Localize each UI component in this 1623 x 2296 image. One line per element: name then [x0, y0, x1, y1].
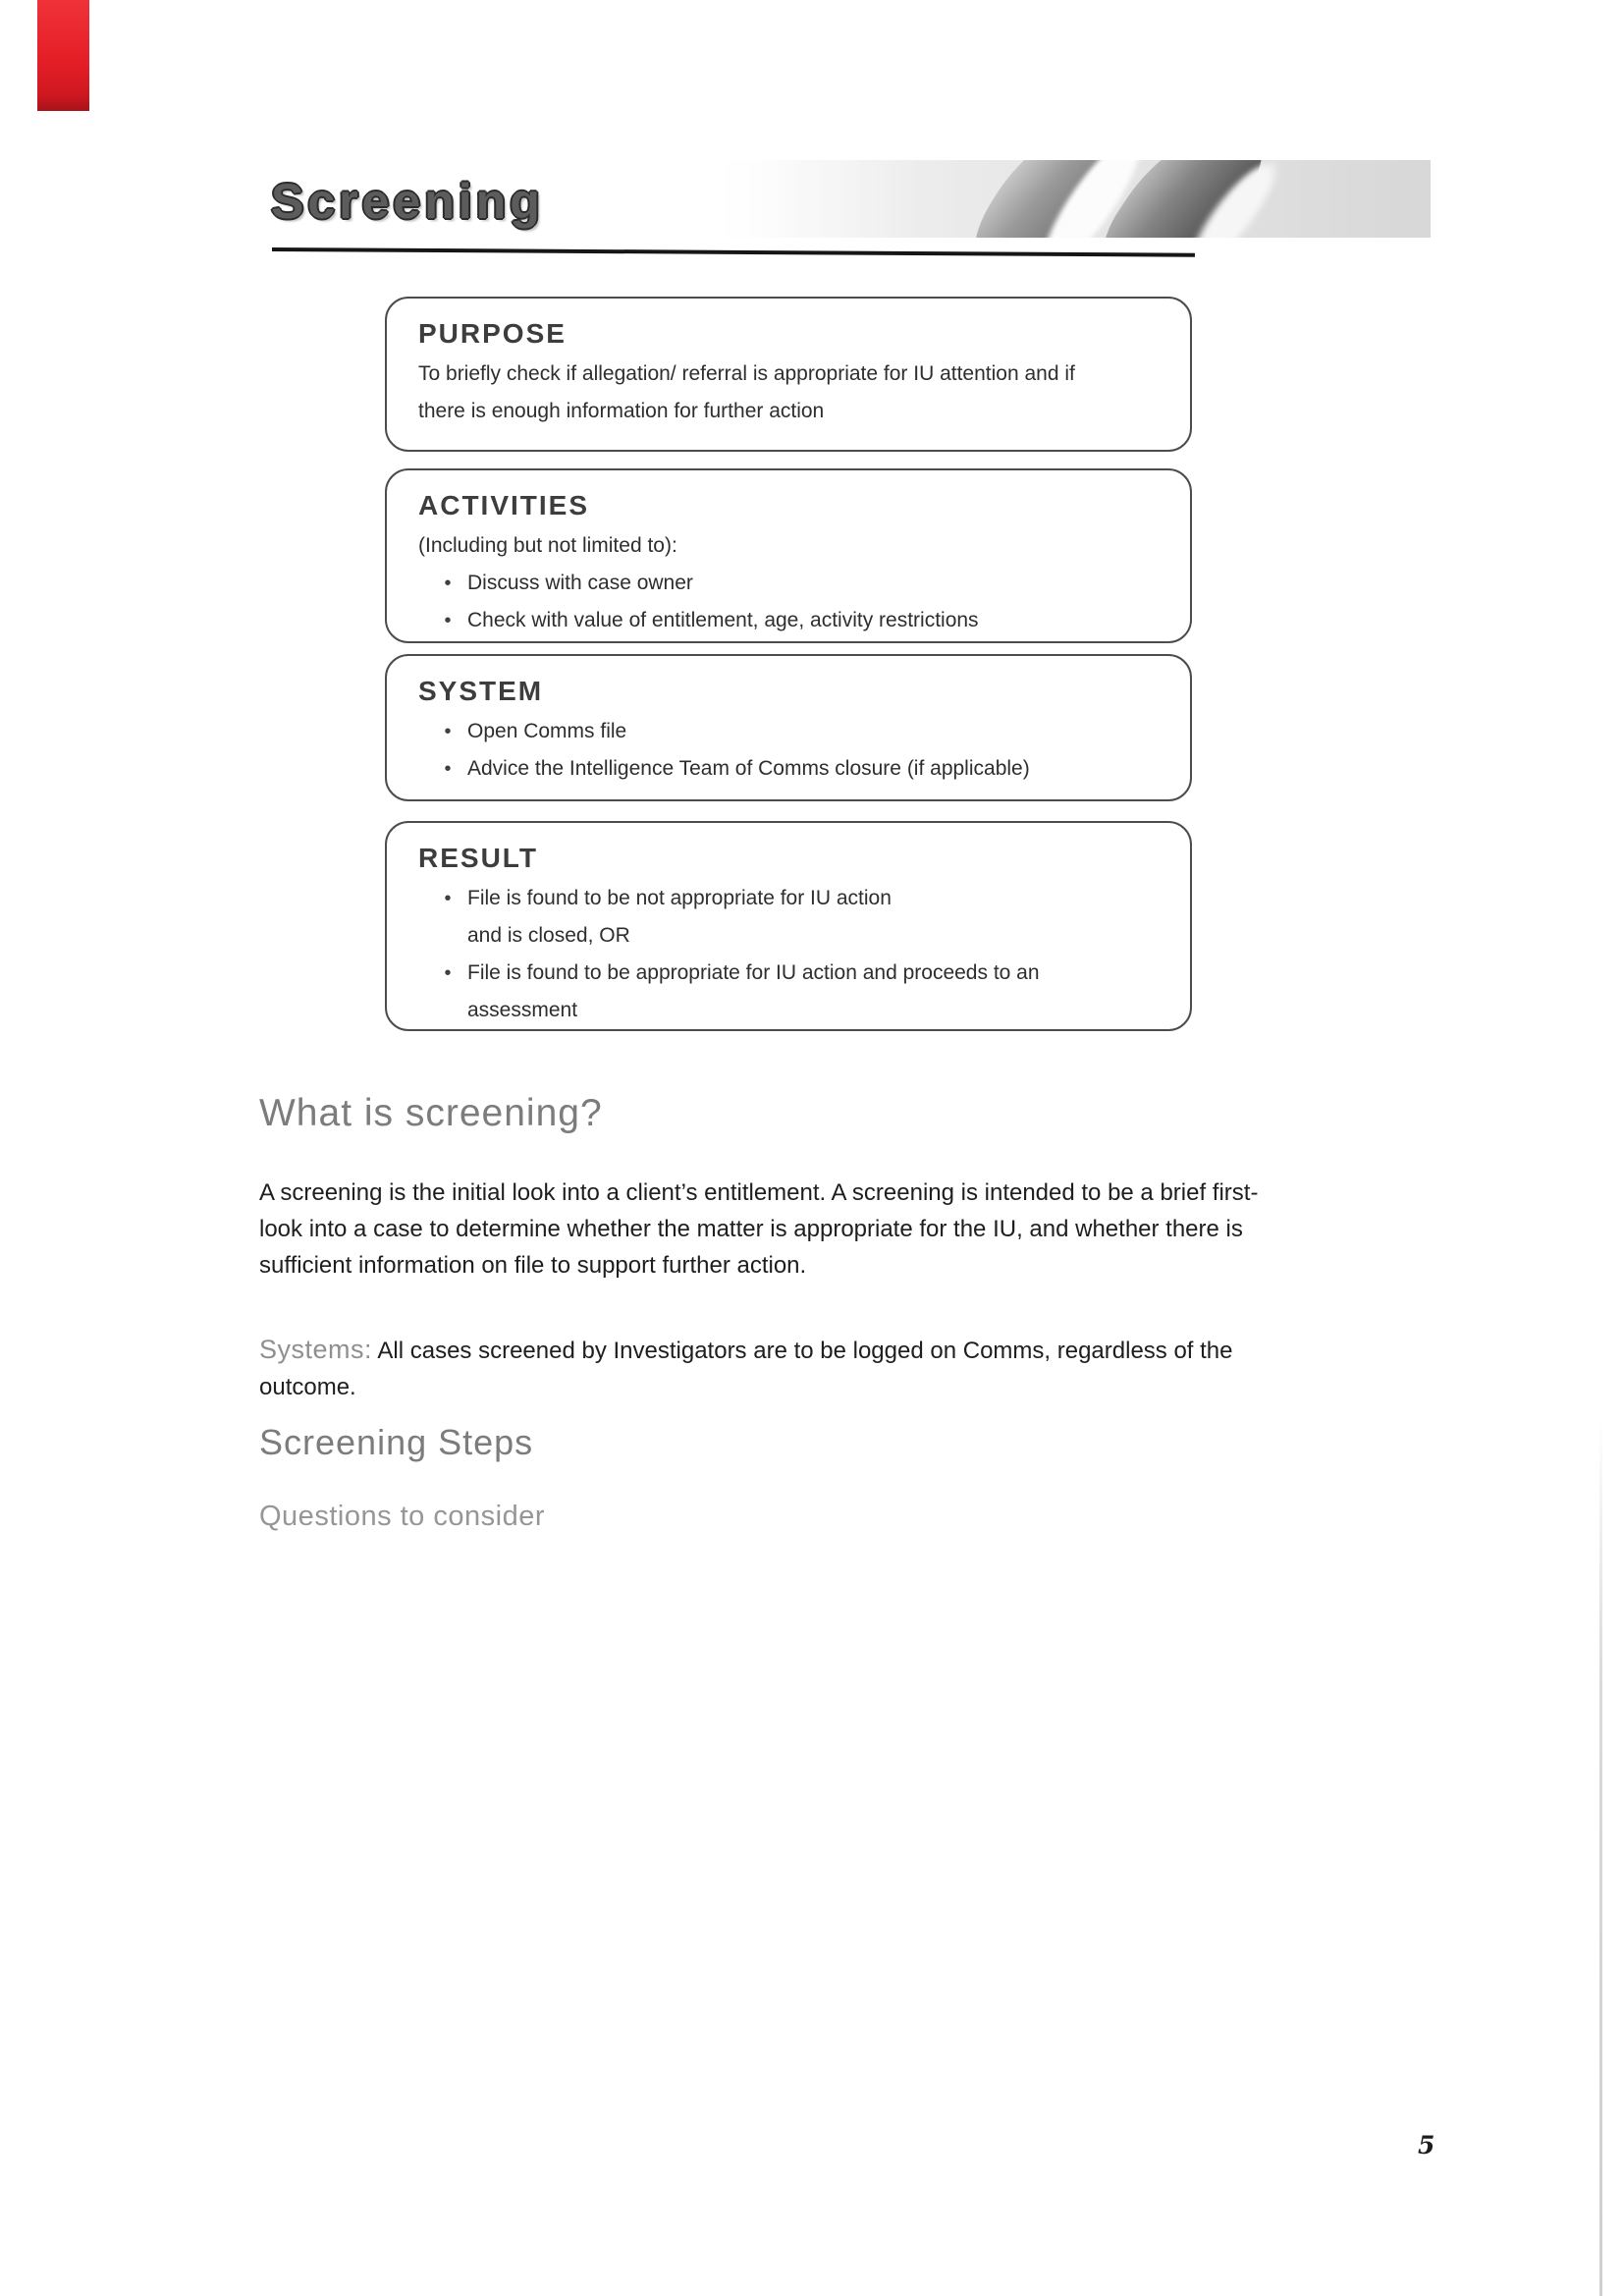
questions-to-consider-heading: Questions to consider — [259, 1501, 545, 1532]
title-underline — [272, 247, 1195, 257]
list-item-text: File is found to be not appropriate for IU action — [467, 887, 892, 909]
paragraph-line: outcome. — [259, 1374, 356, 1400]
red-corner-scan-mark — [37, 0, 89, 111]
purpose-box — [385, 297, 1192, 452]
bullet-icon: • — [444, 721, 452, 742]
page-title: Screening — [271, 174, 544, 229]
what-is-screening-heading: What is screening? — [259, 1092, 603, 1134]
list-item — [434, 955, 1163, 992]
paragraph-line: A screening is the initial look into a client’s entitlement. A screening is intended to be a brief first- — [259, 1179, 1259, 1206]
result-box — [385, 821, 1192, 1031]
list-item-text: Check with value of entitlement, age, activity restrictions — [467, 609, 979, 631]
system-box-title: SYSTEM — [418, 676, 544, 706]
paragraph-line: sufficient information on file to support further action. — [259, 1252, 807, 1279]
list-item — [434, 880, 1163, 917]
what-is-screening-paragraph — [259, 1175, 1258, 1284]
bullet-icon: • — [444, 962, 452, 984]
bullet-icon: • — [444, 610, 452, 631]
list-item-continuation: assessment — [467, 999, 578, 1021]
list-item-text: Advice the Intelligence Team of Comms closure (if applicable) — [467, 757, 1030, 780]
systems-paragraph — [259, 1332, 1233, 1405]
activities-intro: (Including but not limited to): — [418, 534, 677, 557]
header-swoosh-graphic — [702, 160, 1431, 238]
systems-label: Systems: — [259, 1335, 373, 1364]
list-item-text: Discuss with case owner — [467, 572, 693, 594]
swoosh-fade — [702, 160, 921, 238]
systems-text: All cases screened by Investigators are to be logged on Comms, regardless of the — [377, 1338, 1233, 1364]
result-box-title: RESULT — [418, 843, 538, 873]
page-number: 5 — [1418, 2131, 1435, 2159]
activities-box — [385, 468, 1192, 643]
purpose-text-line: To briefly check if allegation/ referral is appropriate for IU attention and if — [418, 362, 1075, 385]
purpose-box-title: PURPOSE — [418, 318, 567, 349]
scan-edge-artifact — [1599, 1419, 1602, 2296]
list-item — [434, 565, 1163, 602]
list-item-continuation: and is closed, OR — [467, 924, 630, 947]
bullet-icon: • — [444, 888, 452, 909]
list-item — [434, 750, 1163, 788]
list-item — [434, 713, 1163, 750]
paragraph-line — [259, 1332, 1233, 1369]
system-box — [385, 654, 1192, 801]
list-item — [434, 602, 1163, 639]
list-item-text: File is found to be appropriate for IU action and proceeds to an — [467, 961, 1040, 984]
purpose-text-line: there is enough information for further action — [418, 400, 825, 422]
screening-steps-heading: Screening Steps — [259, 1422, 534, 1462]
list-item-text: Open Comms file — [467, 720, 627, 742]
bullet-icon: • — [444, 758, 452, 780]
bullet-icon: • — [444, 573, 452, 594]
activities-box-title: ACTIVITIES — [418, 490, 590, 520]
paragraph-line: look into a case to determine whether the matter is appropriate for the IU, and whether there is — [259, 1216, 1243, 1242]
